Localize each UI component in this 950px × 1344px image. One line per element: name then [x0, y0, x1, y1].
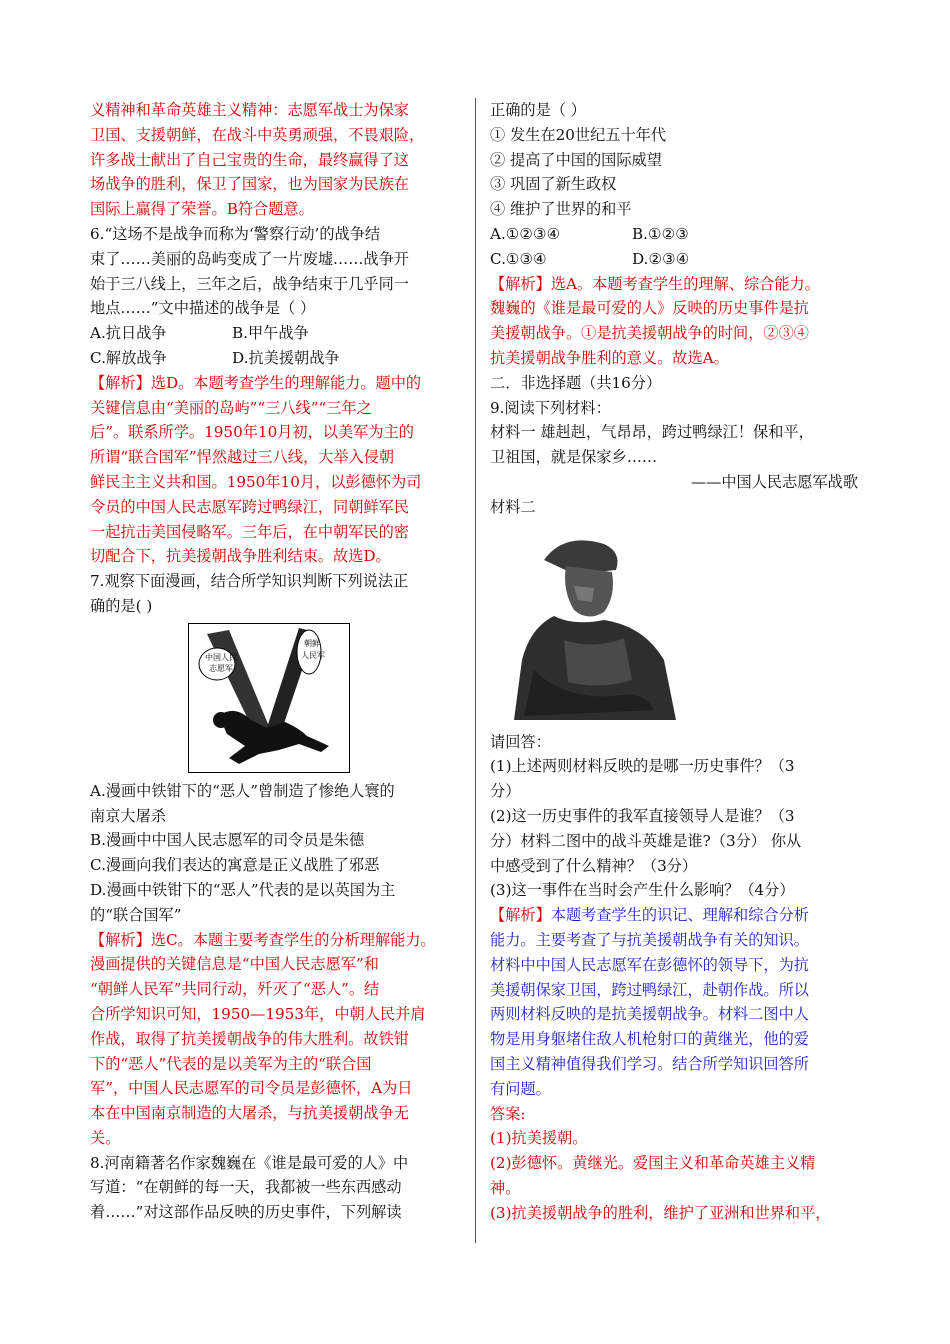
question-8-line: 正确的是（ ）: [490, 101, 586, 119]
hero-statue-photo: [504, 530, 676, 720]
q9-analysis-line: 物是用身躯堵住敌人机枪射口的黄继光，他的爱: [490, 1030, 809, 1049]
question-9-prompt: 请回答：: [490, 732, 551, 751]
q8-analysis-line: [490, 272, 864, 297]
analysis-tag: 【解析】: [490, 274, 551, 293]
q7-analysis-line: 本在中国南京制造的大屠杀，与抗美援朝战争无: [90, 1104, 409, 1123]
q9-analysis-line: 能力。主要考查了与抗美援朝战争有关的知识。: [490, 930, 809, 949]
option: A.抗日战争: [90, 324, 167, 343]
question-9-title: 9.阅读下列材料：: [490, 398, 611, 417]
answer-line: (1)抗美援朝。: [490, 1129, 588, 1148]
analysis-tag: 【解析】: [490, 906, 551, 925]
question-8-line: 8.河南籍著名作家魏巍在《谁是最可爱的人》中: [90, 1153, 409, 1172]
q8-analysis-line: 美援朝战争。①是抗美援朝战争的时间，②③④: [490, 324, 809, 343]
material-1-line: 卫祖国，就是保家乡……: [490, 448, 658, 467]
q8-options-row: [490, 247, 864, 272]
question-7-line: 7.观察下面漫画，结合所学知识判断下列说法正: [90, 572, 409, 591]
q7-analysis-line: 下的“恶人”代表的是以美军为主的“联合国: [90, 1054, 372, 1073]
analysis-text: 选D。本题考查学生的理解能力。题中的: [150, 373, 422, 392]
q9-analysis-line: 国主义精神值得我们学习。结合所学知识回答所: [490, 1054, 809, 1073]
q8-statement: ① 发生在20世纪五十年代: [490, 125, 667, 144]
q9-analysis-line: 美援朝保家卫国，跨过鸭绿江，赴朝作战。所以: [490, 980, 809, 999]
analysis-line: 卫国、支援朝鲜，在战斗中英勇顽强，不畏艰险，: [90, 125, 425, 144]
analysis-line: 许多战士献出了自己宝贵的生命，最终赢得了这: [90, 150, 409, 169]
question-9-prompt: 分）: [490, 782, 521, 801]
analysis-line: 场战争的胜利，保卫了国家，也为国家为民族在: [90, 175, 409, 194]
question-9-prompt: (2)这一历史事件的我军直接领导人是谁？（3: [490, 806, 795, 825]
answer-line: (2)彭德怀。黄继光。爱国主义和革命英雄主义精: [490, 1154, 816, 1173]
analysis-tag: 【解析】: [90, 373, 151, 392]
option: D.抗美援朝战争: [232, 348, 340, 367]
q7-analysis-line: “朝鲜人民军”共同行动，歼灭了“恶人”。结: [90, 980, 380, 999]
q7-analysis-line: [90, 928, 462, 953]
cartoon-label: 中国人民: [205, 652, 237, 662]
q8-analysis-line: 抗美援朝战争胜利的意义。故选A。: [490, 348, 729, 367]
q6-analysis-line: 后”。联系所学。1950年10月初，以美军为主的: [90, 423, 414, 442]
q7-analysis-line: 合所学知识可知，1950—1953年，中朝人民并肩: [90, 1004, 426, 1023]
cartoon-label: 人民军: [301, 650, 325, 660]
option: D.②③④: [632, 249, 690, 268]
analysis-line: 义精神和革命英雄主义精神：志愿军战士为保家: [90, 101, 409, 119]
q7-option-line: A.漫画中铁钳下的“恶人”曾制造了惨绝人寰的: [90, 781, 395, 800]
analysis-text: 本题考查学生的识记、理解和综合分析: [550, 906, 809, 925]
q6-analysis-line: 一起抗击美国侵略军。三年后，在中朝军民的密: [90, 522, 409, 541]
q8-statement: ② 提高了中国的国际威望: [490, 150, 662, 169]
q9-analysis-line: 两则材料反映的是抗美援朝战争。材料二图中人: [490, 1005, 809, 1024]
q7-option-line: 的“联合国军”: [90, 905, 182, 924]
analysis-tag: 【解析】: [90, 930, 151, 949]
q7-analysis-line: 军”，中国人民志愿军的司令员是彭德怀，A为日: [90, 1079, 413, 1098]
q6-options-row: [90, 321, 462, 346]
option: C.解放战争: [90, 348, 167, 367]
cartoon-label: 志愿军: [209, 663, 233, 673]
q9-analysis-line: [490, 903, 864, 928]
q7-option-line: B.漫画中中国人民志愿军的司令员是朱德: [90, 831, 365, 850]
question-6-line: 6.“这场不是战争而称为‘警察行动’的战争结: [90, 224, 381, 243]
left-column: [90, 98, 462, 1225]
q7-analysis-line: 漫画提供的关键信息是“中国人民志愿军”和: [90, 955, 379, 974]
analysis-text: 选A。本题考查学生的理解、综合能力。: [550, 274, 820, 293]
q8-options-row: [490, 222, 864, 247]
question-8-line: 写道：“在朝鲜的每一天，我都被一些东西感动: [90, 1178, 402, 1197]
option: B.甲午战争: [232, 324, 309, 343]
q9-analysis-line: 有问题。: [490, 1079, 551, 1098]
question-6-line: 地点……”文中描述的战争是（ ）: [90, 299, 316, 318]
q8-statement: ④ 维护了世界的和平: [490, 200, 632, 219]
q7-analysis-line: 关。: [90, 1128, 121, 1147]
right-column: [490, 98, 864, 1225]
q6-analysis-line: [90, 371, 462, 396]
q7-analysis-line: 作战，取得了抗美援朝战争的伟大胜利。故铁钳: [90, 1029, 409, 1048]
q6-options-row: [90, 346, 462, 371]
question-9-prompt: (1)上述两则材料反映的是哪一历史事件？（3: [490, 757, 795, 776]
column-divider: [475, 98, 476, 1243]
q9-analysis-line: 材料中中国人民志愿军在彭德怀的领导下，为抗: [490, 955, 809, 974]
q7-option-line: C.漫画向我们表达的寓意是正义战胜了邪恶: [90, 856, 380, 875]
cartoon-image: [188, 623, 350, 773]
question-7-line: 确的是( ): [90, 596, 153, 615]
material-1-source: ——中国人民志愿军战歌: [690, 472, 858, 491]
q6-analysis-line: 所谓“联合国军”悍然越过三八线，大举入侵朝: [90, 448, 395, 467]
q6-analysis-line: 关键信息由“美丽的岛屿”“三八线”“三年之: [90, 398, 372, 417]
q7-option-line: 南京大屠杀: [90, 806, 166, 825]
q6-analysis-line: 令员的中国人民志愿军跨过鸭绿江，同朝鲜军民: [90, 497, 409, 516]
section-heading: 二．非选择题（共16分）: [490, 373, 662, 392]
question-9-prompt: 分）材料二图中的战斗英雄是谁?（3分） 你从: [490, 831, 802, 850]
statue-drawing: [504, 530, 676, 720]
answer-line: 神。: [490, 1178, 521, 1197]
q6-analysis-line: 鲜民主主义共和国。1950年10月，以彭德怀为司: [90, 472, 422, 491]
option: C.①③④: [490, 249, 547, 268]
cartoon-pliers-drawing: [189, 624, 349, 772]
q8-analysis-line: 魏巍的《谁是最可爱的人》反映的历史事件是抗: [490, 299, 809, 318]
question-6-line: 束了……美丽的岛屿变成了一片废墟……战争开: [90, 249, 409, 268]
answer-label: 答案:: [490, 1104, 526, 1123]
q8-statement: ③ 巩固了新生政权: [490, 175, 617, 194]
option: B.①②③: [632, 224, 689, 243]
q6-analysis-line: 切配合下，抗美援朝战争胜利结束。故选D。: [90, 547, 391, 566]
question-9-prompt: 中感受到了什么精神？（3分）: [490, 856, 698, 875]
material-2-label: 材料二: [490, 497, 536, 516]
question-8-line: 着……”对这部作品反映的历史事件，下列解读: [90, 1203, 402, 1222]
material-1-line: 材料一 雄赳赳，气昂昂，跨过鸭绿江！保和平，: [490, 423, 814, 442]
option: A.①②③④: [490, 224, 561, 243]
answer-line: (3)抗美援朝战争的胜利，维护了亚洲和世界和平，: [490, 1203, 831, 1222]
question-6-line: 始于三八线上，三年之后，战争结束于几乎同一: [90, 274, 409, 293]
question-9-prompt: (3)这一事件在当时会产生什么影响？（4分）: [490, 881, 795, 900]
analysis-line: 国际上赢得了荣誉。B符合题意。: [90, 200, 314, 219]
cartoon-label: 朝鲜: [304, 638, 320, 648]
q7-option-line: D.漫画中铁钳下的“恶人”代表的是以英国为主: [90, 880, 396, 899]
analysis-text: 选C。本题主要考查学生的分析理解能力。: [150, 930, 436, 949]
